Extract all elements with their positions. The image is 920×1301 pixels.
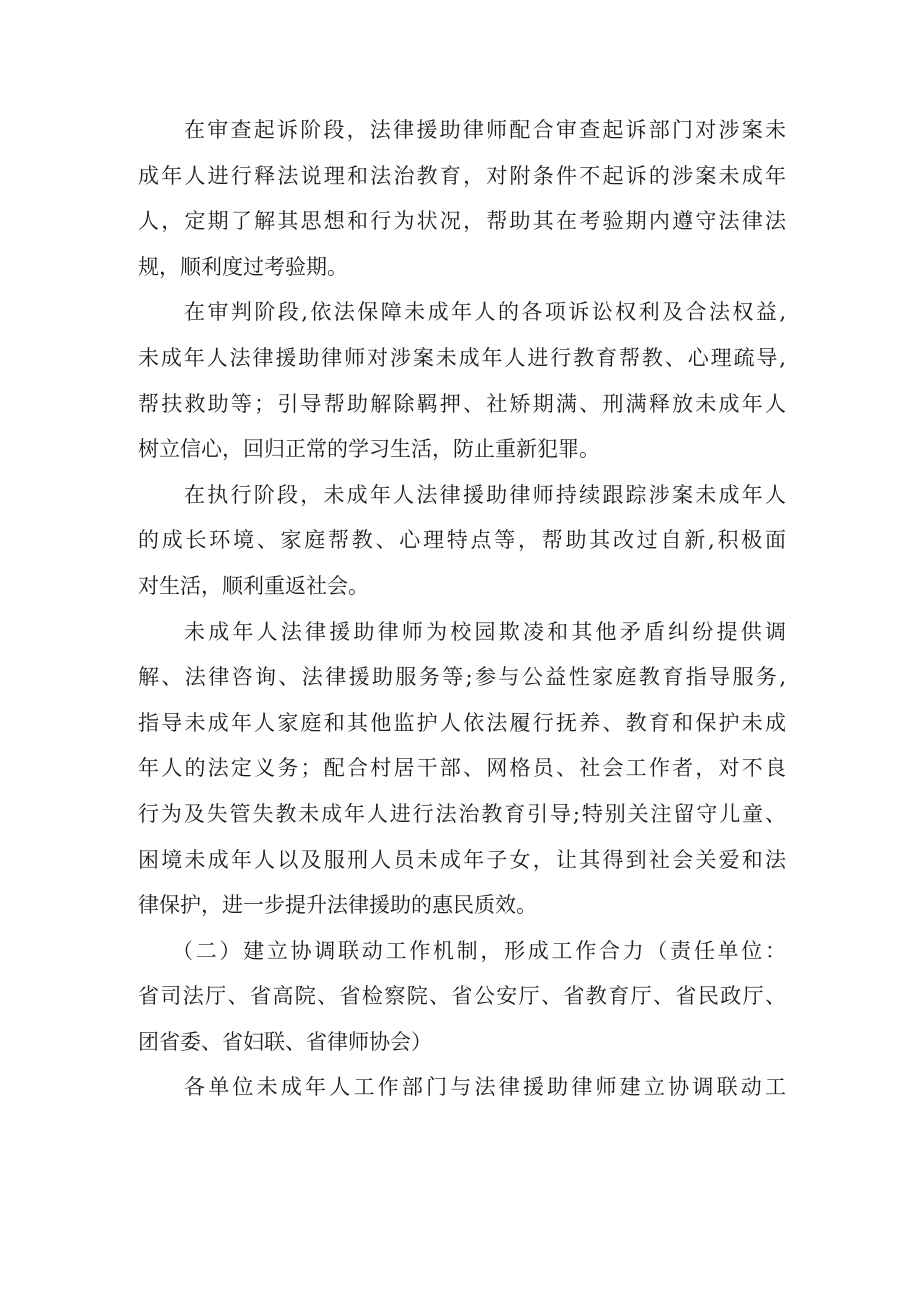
text-line: 年人的法定义务；配合村居干部、网格员、社会工作者，对不良 — [138, 756, 786, 781]
heading-line: （二）建立协调联动工作机制，形成工作合力（责任单位： — [172, 938, 786, 963]
paragraph-trial-stage — [138, 290, 786, 472]
text-line: 未成年人法律援助律师对涉案未成年人进行教育帮教、心理疏导, — [138, 345, 786, 370]
paragraph-execution-stage — [138, 473, 786, 610]
text-line: 律保护，进一步提升法律援助的惠民质效。 — [138, 893, 537, 918]
text-line: 未成年人法律援助律师为校园欺凌和其他矛盾纠纷提供调 — [184, 619, 786, 644]
document-body — [138, 108, 786, 1111]
text-line: 解、法律咨询、法律援助服务等;参与公益性家庭教育指导服务, — [138, 665, 786, 690]
text-line: 在审查起诉阶段，法律援助律师配合审查起诉部门对涉案未 — [184, 118, 786, 142]
text-line: 各单位未成年人工作部门与法律援助律师建立协调联动工 — [184, 1075, 786, 1100]
text-line: 帮扶救助等；引导帮助解除羁押、社矫期满、刑满释放未成年人 — [138, 391, 786, 416]
text-line: 人，定期了解其思想和行为状况，帮助其在考验期内遵守法律法 — [138, 209, 786, 234]
text-line: 指导未成年人家庭和其他监护人依法履行抚养、教育和保护未成 — [138, 710, 786, 735]
text-line: 困境未成年人以及服刑人员未成年子女，让其得到社会关爱和法 — [138, 847, 786, 872]
text-line: 的成长环境、家庭帮教、心理特点等，帮助其改过自新,积极面 — [138, 528, 786, 553]
text-line: 行为及失管失教未成年人进行法治教育引导;特别关注留守儿童、 — [138, 801, 786, 826]
text-line: 规，顺利度过考验期。 — [138, 254, 348, 279]
paragraph-review-prosecution — [138, 108, 786, 290]
text-line: 成年人进行释法说理和法治教育，对附条件不起诉的涉案未成年 — [138, 163, 786, 188]
paragraph-coordination — [138, 1065, 786, 1111]
paragraph-school-services — [138, 610, 786, 929]
text-line: 在执行阶段，未成年人法律援助律师持续跟踪涉案未成年人 — [184, 482, 786, 507]
text-line: 对生活，顺利重返社会。 — [138, 573, 369, 598]
heading-line: 省司法厅、省高院、省检察院、省公安厅、省教育厅、省民政厅、 — [138, 984, 786, 1009]
section-heading-two — [138, 929, 786, 1066]
text-line: 在审判阶段,依法保障未成年人的各项诉讼权利及合法权益, — [184, 300, 786, 325]
heading-line: 团省委、省妇联、省律师协会） — [138, 1029, 432, 1054]
text-line: 树立信心，回归正常的学习生活，防止重新犯罪。 — [138, 437, 600, 462]
